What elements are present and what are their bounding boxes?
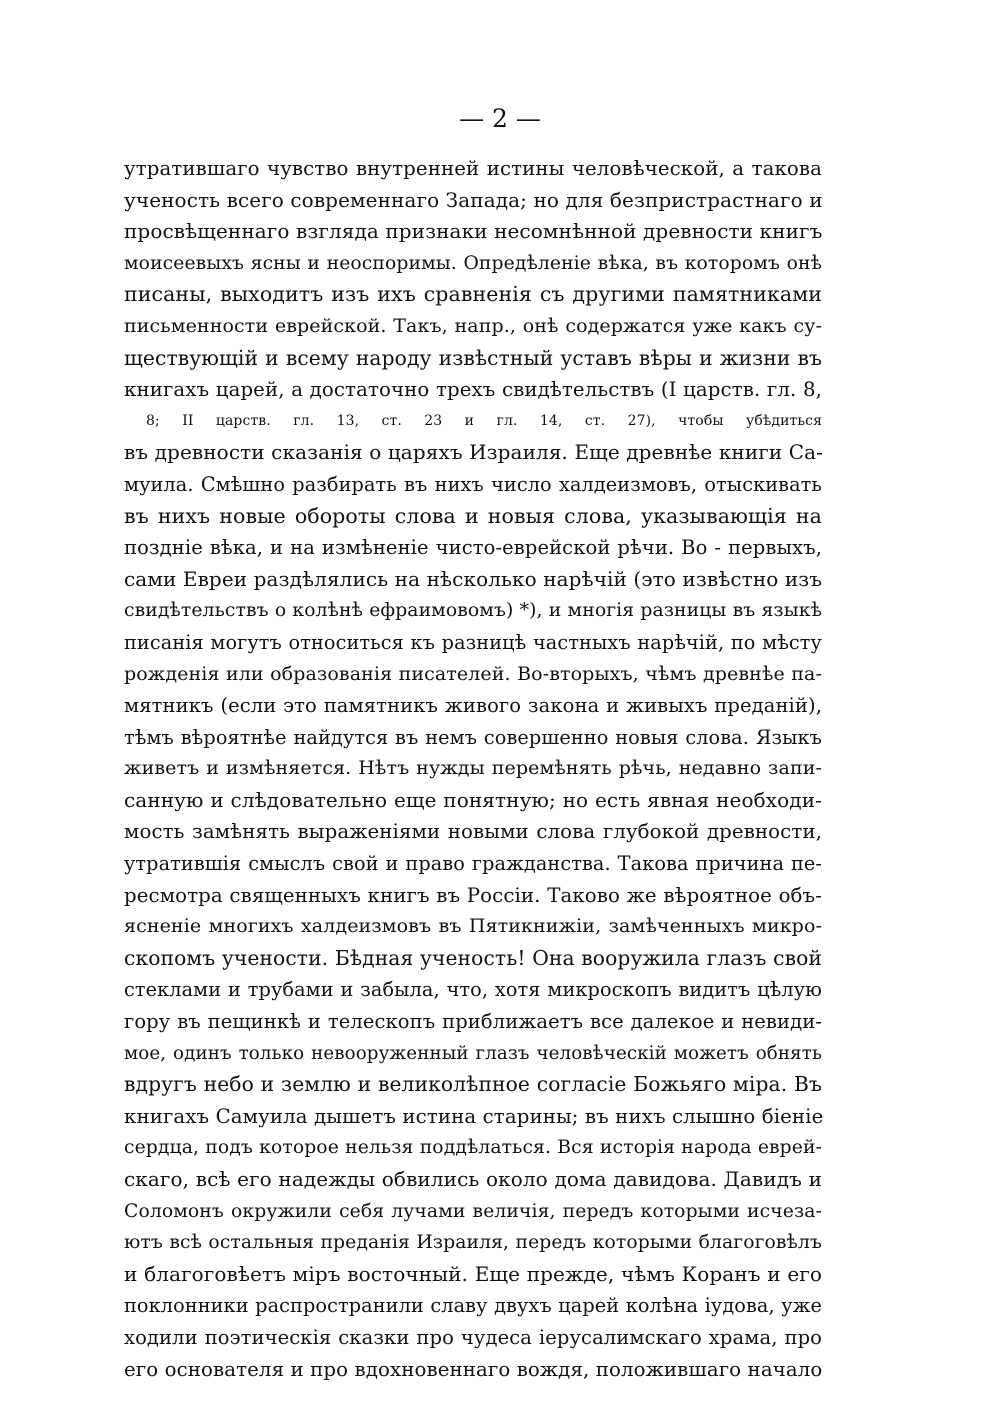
text-line: книгахъ царей, а достаточно трехъ свидѣтельствъ (I царств. гл. 8,: [124, 378, 822, 402]
text-line: утратившія смыслъ свой и право гражданства. Такова причина пе-: [124, 852, 822, 876]
text-line: моисеевыхъ ясны и неоспоримы. Опредѣленіе вѣка, въ которомъ онѣ: [124, 252, 822, 274]
text-line: сами Евреи раздѣлялись на нѣсколько нарѣчій (это извѣстно изъ: [124, 566, 823, 591]
text-line: ходили поэтическія сказки про чудеса іерусалимскаго храма, про: [124, 1325, 822, 1349]
text-line: и благоговѣетъ міръ восточный. Еще прежде, чѣмъ Коранъ и его: [124, 1261, 822, 1286]
text-line: утратившаго чувство внутренней истины человѣческой, а такова: [124, 157, 822, 180]
text-line: ществующій и всему народу извѣстный уставъ вѣры и жизни въ: [124, 345, 822, 370]
text-line: ютъ всѣ остальныя преданія Израиля, передъ которыми благоговѣлъ: [124, 1232, 822, 1254]
page-number: — 2 —: [459, 104, 541, 133]
text-line: ученость всего современнаго Запада; но для безпристрастнаго и: [124, 187, 823, 212]
text-line: свидѣтельствъ о колѣнѣ ефраимовомъ) *), и многія разницы въ языкѣ: [124, 600, 822, 622]
text-line: гору въ пещинкѣ и телескопъ приближаетъ все далекое и невиди-: [124, 1010, 822, 1034]
text-line: мое, одинъ только невооруженный глазъ человѣческій можетъ обнять: [124, 1042, 822, 1064]
text-line: поклонники распространили славу двухъ царей колѣна іудова, уже: [124, 1294, 822, 1318]
text-line: просвѣщеннаго взгляда признаки несомнѣнной древности книгъ: [124, 219, 823, 244]
text-line: муила. Смѣшно разбирать въ нихъ число халдеизмовъ, отыскивать: [124, 472, 822, 496]
text-line: стеклами и трубами и забыла, что, хотя микроскопъ видитъ цѣлую: [124, 978, 822, 1002]
text-line: книгахъ Самуила дышетъ истина старины; въ нихъ слышно біеніе: [124, 1104, 824, 1128]
text-line: сердца, подъ которое нельзя поддѣлаться. Вся исторія народа еврей-: [124, 1137, 822, 1159]
text-line: скопомъ учености. Бѣдная ученость! Она вооружила глазъ свой: [124, 945, 822, 970]
text-line: санную и слѣдовательно еще понятную; но есть явная необходи-: [124, 787, 822, 812]
text-line: живетъ и измѣняется. Нѣтъ нужды перемѣнять рѣчь, недавно запи-: [124, 757, 822, 780]
text-line: письменности еврейской. Такъ, напр., онѣ содержатся уже какъ су-: [124, 314, 822, 337]
text-line: его основателя и про вдохновеннаго вождя, положившаго начало: [124, 1357, 823, 1381]
text-line: ясненіе многихъ халдеизмовъ въ Пятикнижіи, замѣченныхъ микро-: [124, 915, 822, 938]
text-line: 8; II царств. гл. 13, ст. 23 и гл. 14, ст. 27), чтобы убѣдиться: [146, 412, 822, 429]
text-line: тѣмъ вѣроятнѣе найдутся въ немъ совершенно новыя слова. Языкъ: [124, 725, 822, 749]
text-line: вдругъ небо и землю и великолѣпное согласіе Божьяго міра. Въ: [124, 1072, 822, 1097]
text-line: поздніе вѣка, и на измѣненіе чисто-еврейской рѣчи. Во - первыхъ,: [124, 536, 822, 560]
text-line: ресмотра священныхъ книгъ въ Россіи. Таково же вѣроятное объ-: [124, 883, 822, 907]
text-line: писанія могутъ относиться къ разницѣ частныхъ нарѣчій, по мѣсту: [124, 630, 822, 654]
text-line: писаны, выходитъ изъ ихъ сравненія съ другими памятниками: [124, 282, 822, 307]
text-line: Соломонъ окружили себя лучами величія, передъ которыми исчеза-: [124, 1200, 822, 1222]
body-text: [124, 153, 822, 1385]
text-line: мятникъ (если это памятникъ живого закона и живыхъ преданій),: [124, 694, 822, 718]
text-line: скаго, всѣ его надежды обвились около дома давидова. Давидъ и: [124, 1167, 822, 1191]
text-line: въ нихъ новые обороты слова и новыя слова, указывающія на: [124, 503, 822, 528]
text-line: въ древности сказанія о царяхъ Израиля. Еще древнѣе книги Са-: [124, 440, 824, 465]
text-line: рожденія или образованія писателей. Во-вторыхъ, чѣмъ древнѣе па-: [124, 662, 822, 685]
text-line: мость замѣнять выраженіями новыми слова глубокой древности,: [124, 820, 822, 844]
